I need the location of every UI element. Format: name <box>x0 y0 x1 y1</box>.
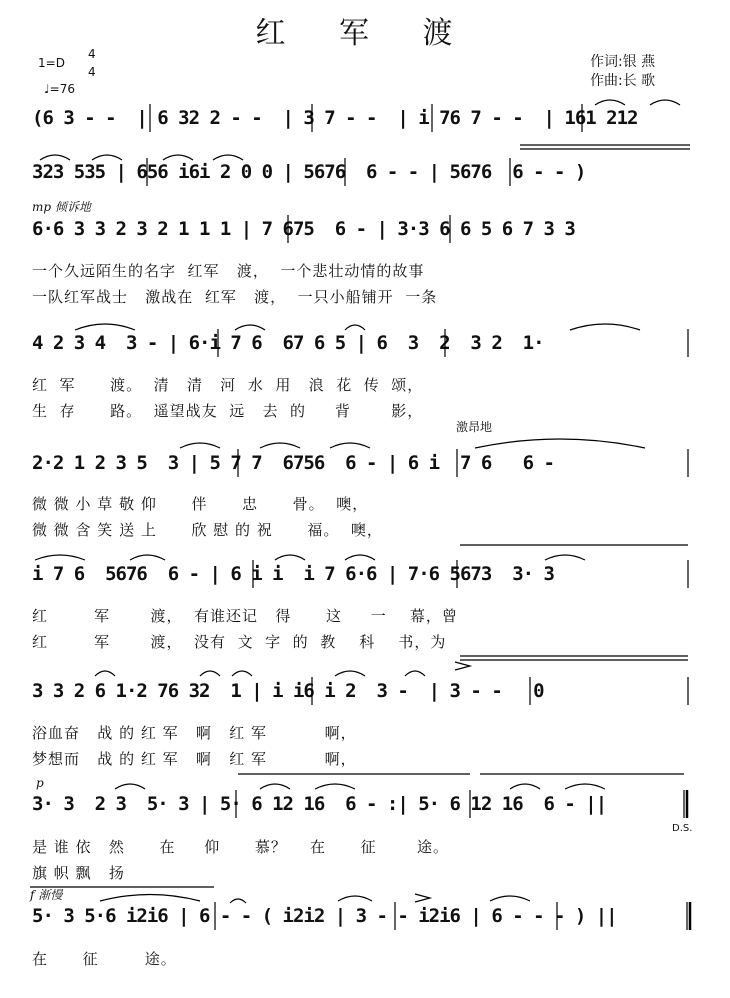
notation-row-9: 5· 3 5·6 i2i6 | 6 - - ( i2i2 | 3 - - i2i6 | 6 - - - ) || <box>32 905 617 927</box>
dal-segno: D.S. <box>672 823 693 834</box>
notation-row-1: (6 3 - - | 6 32 2 - - | 3 7 - - | i 76 7 - - | 161 212 <box>32 107 638 129</box>
lyricist: 作词:银 燕 <box>590 54 656 70</box>
lyric-line-2: 一队红军战士 激战在 红军 渡， 一只小船铺开 一条 <box>32 288 438 306</box>
dynamic-f-ritardando: f 渐慢 <box>30 888 63 902</box>
expression-passionate: 激昂地 <box>456 420 493 434</box>
notation-row-3: 6·6 3 3 2 3 2 1 1 1 | 7 675 6 - | 3·3 6 6 5 6 7 3 3 <box>32 218 575 240</box>
composer: 作曲:长 歌 <box>590 73 656 89</box>
lyric-line-5: 微 微 小 草 敬 仰 伴 忠 骨。 噢， <box>32 495 369 513</box>
notation-row-2: 323 535 | 656 i6i 2 0 0 | 5676 6 - - | 5676 6 - - ) <box>32 161 586 183</box>
lyric-line-11: 是 谁 依 然 在 仰 慕？ 在 征 途。 <box>32 838 449 856</box>
lyric-line-12: 旗 帜 飘 扬 <box>32 864 125 882</box>
notation-row-6: i 7 6 5676 6 - | 6 i i i 7 6·6 | 7·6 5673 3· 3 <box>32 563 554 585</box>
notation-row-7: 3 3 2 6 1·2 76 32 1 | i i6 i 2 3 - | 3 - - 0 <box>32 680 544 702</box>
lyric-line-6: 微 微 含 笑 送 上 欣 慰 的 祝 福。 噢， <box>32 521 383 539</box>
notation-row-5: 2·2 1 2 3 5 3 | 5 7 7 6756 6 - | 6 i 7 6 6 - <box>32 452 554 474</box>
expression-mp: mp 倾诉地 <box>32 200 91 214</box>
page-title: 红 军 渡 <box>255 16 475 51</box>
notation-row-8: 3· 3 2 3 5· 3 | 5· 6 12 16 6 - :| 5· 6 12 16 6 - || <box>32 793 607 815</box>
time-signature-top: 4 <box>88 47 96 61</box>
lyric-line-7: 红 军 渡， 有谁还记 得 这 一 幕，曾 <box>32 607 458 625</box>
lyric-line-10: 梦想而 战 的 红 军 啊 红 军 啊， <box>32 750 357 768</box>
time-signature-bottom: 4 <box>88 65 96 79</box>
lyric-line-13: 在 征 途。 <box>32 950 177 968</box>
tempo-marking: ♩=76 <box>44 82 75 96</box>
lyric-line-1: 一个久远陌生的名字 红军 渡， 一个悲壮动情的故事 <box>32 262 425 280</box>
dynamic-p: p <box>36 776 44 790</box>
notation-row-4: 4 2 3 4 3 - | 6·i 7 6 67 6 5 | 6 3 2 3 2 1· <box>32 332 544 354</box>
lyric-line-9: 浴血奋 战 的 红 军 啊 红 军 啊， <box>32 724 357 742</box>
lyric-line-8: 红 军 渡， 没有 文 字 的 教 科 书，为 <box>32 633 447 651</box>
lyric-line-4: 生 存 路。 遥望战友 远 去 的 背 影， <box>32 402 424 420</box>
key-signature: 1=D <box>38 56 65 70</box>
lyric-line-3: 红 军 渡。 清 清 河 水 用 浪 花 传 颂， <box>32 376 424 394</box>
